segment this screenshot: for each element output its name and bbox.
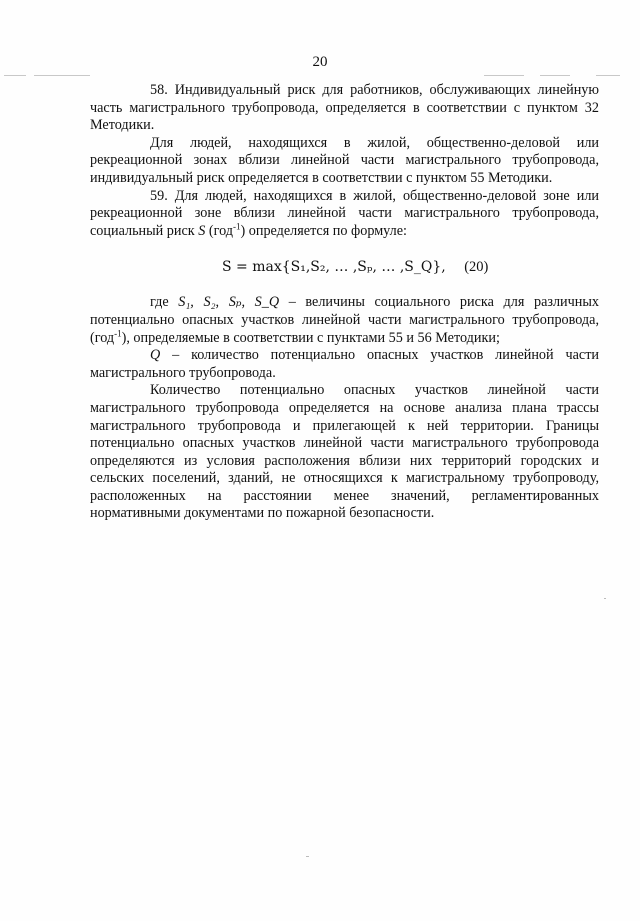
formula-expression: S = max{S₁,S₂, … ,Sₚ, … ,S_Q}, <box>222 259 446 276</box>
page-number: 20 <box>312 54 328 70</box>
where-text: – величины социального риска для различных потенциально опасных участков линейной части магистрального трубопровода, (год <box>90 294 599 346</box>
q-symbol: Q <box>150 347 161 364</box>
scan-artifact-left-2 <box>34 75 90 76</box>
scan-artifact-right-3 <box>596 75 620 76</box>
definition-s-values <box>90 294 599 347</box>
page-body <box>90 82 599 523</box>
scan-speck <box>604 598 606 599</box>
unit-open: (год <box>208 222 233 239</box>
unit-exponent: -1 <box>232 221 241 232</box>
paragraph-59 <box>90 188 599 241</box>
paragraph-58: 58. Индивидуальный риск для работников, обслуживающих линейную часть магистрального трубопровода, определяется в соответствии с пунктом 32 Методики. <box>90 82 599 134</box>
q-text: – количество потенциально опасных участков линейной части магистрального трубопровода. <box>90 347 599 381</box>
scan-speck <box>306 856 309 857</box>
paragraph-58-residential: Для людей, находящихся в жилой, общественно-деловой или рекреационной зонах вблизи линейной части магистрального трубопровода, индивидуальный риск определяется в соответствии с пунктом 55 Методики. <box>90 134 599 186</box>
where-tail: ), определяемые в соответствии с пунктами 55 и 56 Методики; <box>121 329 500 346</box>
paragraph-59-text: 59. Для людей, находящихся в жилой, общественно-деловой зоне или рекреационной зоне вблизи линейной части магистрального трубопровода, социальный риск <box>90 187 599 239</box>
closing-paragraph: Количество потенциально опасных участков линейной части магистрального трубопровода определяется на основе анализа плана трассы магистрального трубопровода и прилегающей к ней территории. Границы потенциально опасных участков линейной части магистрального трубопровода определяются из условия расположения вблизи них территорий городских и сельских поселений, зданий, не относящихся к магистральному трубопроводу, расположенных на расстоянии менее значений, регламентированных нормативными документами по пожарной безопасности. <box>90 382 599 522</box>
definition-q <box>90 347 599 382</box>
where-exponent: -1 <box>114 327 122 338</box>
scan-artifact-right-2 <box>540 75 570 76</box>
paragraph-59-tail: ) определяется по формуле: <box>240 222 407 239</box>
formula-number: (20) <box>464 259 489 276</box>
scan-artifact-left <box>4 75 26 76</box>
where-symbols: S₁, S₂, Sₚ, S_Q <box>178 294 280 311</box>
formula-20 <box>90 256 599 278</box>
risk-symbol-s: S <box>198 222 206 239</box>
scan-artifact-right <box>484 75 524 76</box>
where-prefix: где <box>150 294 169 311</box>
